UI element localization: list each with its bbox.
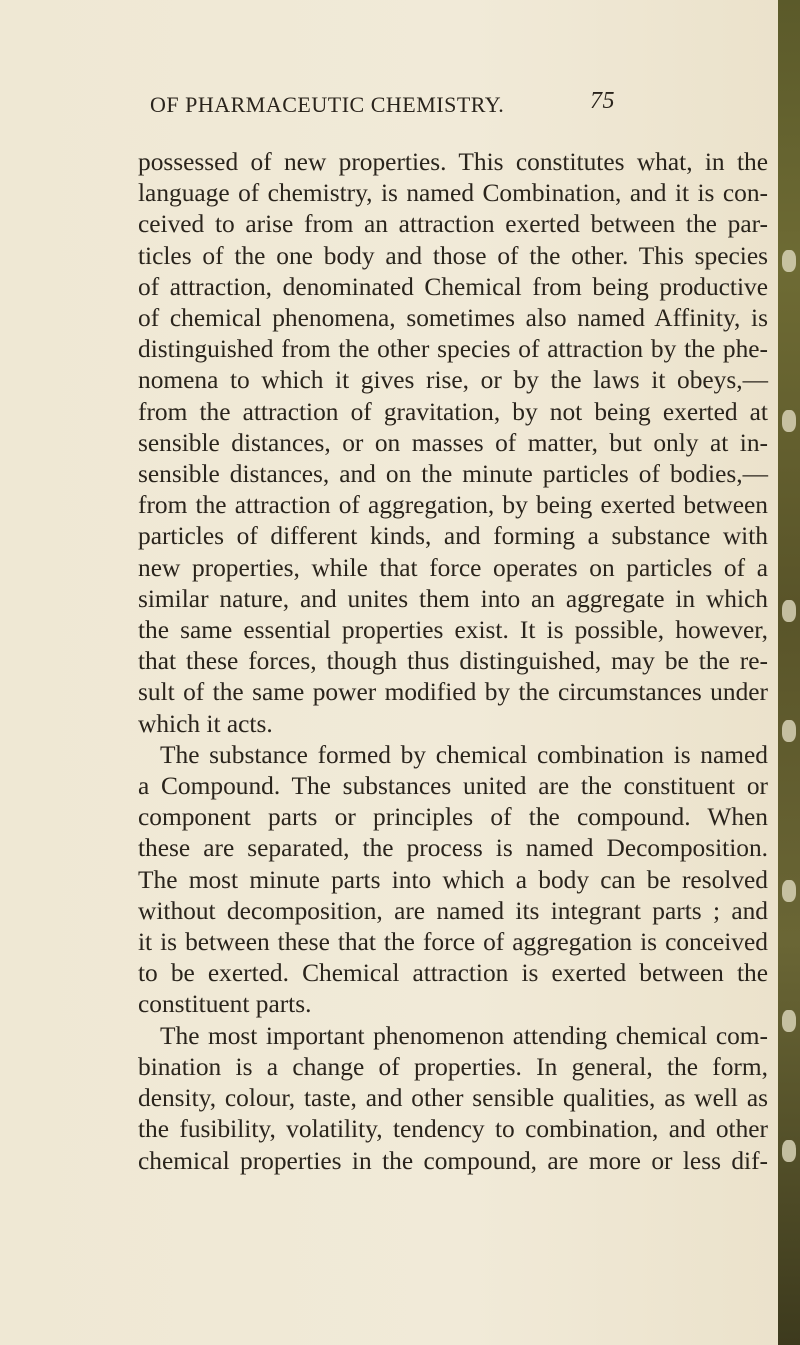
edge-spot: [782, 720, 796, 742]
edge-spot: [782, 1010, 796, 1032]
adjacent-page-edge: [778, 0, 800, 1345]
text-line: these are separated, the process is named Decomposition.: [138, 834, 768, 863]
text-line: of chemical phenomena, sometimes also named Affinity, is: [138, 304, 768, 333]
text-line: a Compound. The substances united are the constituent or: [138, 772, 768, 801]
text-line: sensible distances, and on the minute particles of bodies,—: [138, 460, 768, 489]
text-line: without decomposition, are named its integrant parts ; and: [138, 896, 768, 925]
text-line: chemical properties in the compound, are more or less dif-: [138, 1146, 768, 1175]
text-line: nomena to which it gives rise, or by the laws it obeys,—: [138, 366, 768, 395]
edge-spot: [782, 410, 796, 432]
page-header: [150, 88, 650, 118]
text-line: language of chemistry, is named Combination, and it is con-: [138, 179, 768, 208]
text-line: density, colour, taste, and other sensible qualities, as well as: [138, 1084, 768, 1113]
page-number: 75: [590, 88, 615, 114]
text-line: ceived to arise from an attraction exerted between the par-: [138, 210, 768, 239]
running-title: OF PHARMACEUTIC CHEMISTRY.: [150, 92, 505, 117]
text-line: The most important phenomenon attending chemical com-: [160, 1021, 768, 1050]
text-line: distinguished from the other species of attraction by the phe-: [138, 335, 768, 364]
edge-spot: [782, 250, 796, 272]
edge-spot: [782, 600, 796, 622]
text-line: ticles of the one body and those of the other. This species: [138, 241, 768, 270]
text-line: which it acts.: [138, 709, 273, 738]
body-text: [138, 147, 768, 1177]
edge-spot: [782, 1140, 796, 1162]
text-line: sensible distances, or on masses of matter, but only at in-: [138, 428, 768, 457]
edge-spot: [782, 880, 796, 902]
text-line: of attraction, denominated Chemical from being productive: [138, 272, 768, 301]
text-line: possessed of new properties. This constitutes what, in the: [138, 148, 768, 176]
text-line: it is between these that the force of aggregation is conceived: [138, 928, 768, 957]
text-line: new properties, while that force operates on particles of a: [138, 553, 768, 582]
text-line: from the attraction of gravitation, by not being exerted at: [138, 397, 768, 426]
text-line: bination is a change of properties. In general, the form,: [138, 1052, 768, 1081]
text-line: The most minute parts into which a body can be resolved: [138, 865, 768, 894]
text-line: sult of the same power modified by the circumstances under: [138, 678, 768, 707]
text-line: the fusibility, volatility, tendency to combination, and other: [138, 1115, 768, 1144]
text-line: constituent parts.: [138, 990, 312, 1019]
text-line: the same essential properties exist. It is possible, however,: [138, 616, 768, 645]
text-line: particles of different kinds, and forming a substance with: [138, 522, 768, 551]
text-line: similar nature, and unites them into an aggregate in which: [138, 584, 768, 613]
text-line: that these forces, though thus distinguished, may be the re-: [138, 647, 768, 676]
text-line: The substance formed by chemical combination is named: [160, 740, 768, 769]
text-line: to be exerted. Chemical attraction is exerted between the: [138, 959, 768, 988]
text-line: component parts or principles of the compound. When: [138, 803, 768, 832]
text-line: from the attraction of aggregation, by being exerted between: [138, 491, 768, 520]
